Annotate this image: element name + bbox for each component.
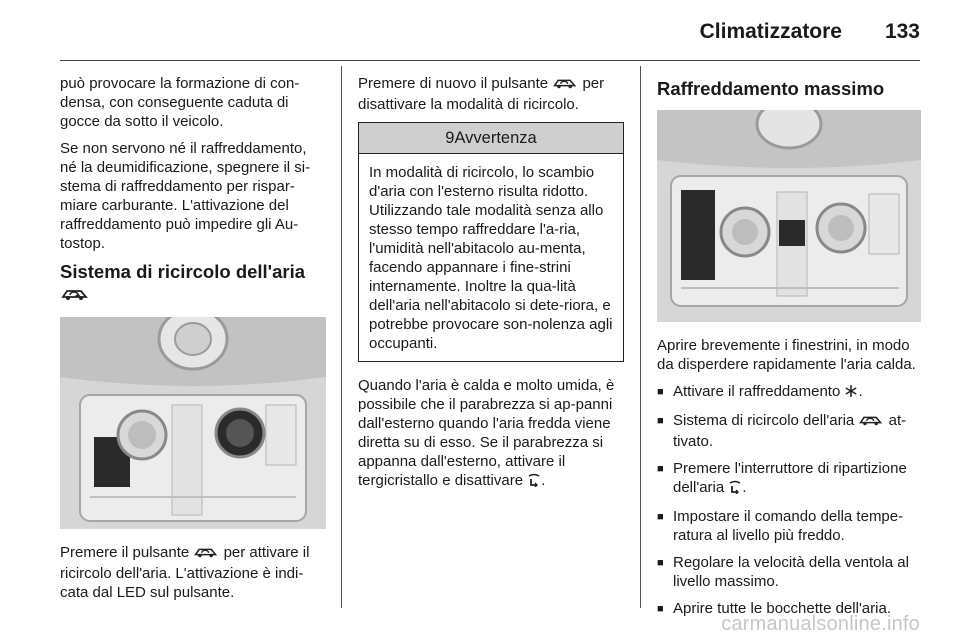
col2-paragraph-2: Quando l'aria è calda e molto umida, è possibile che il parabrezza si ap-panni dall'esterno quando l'aria fredda viene diretta su di esso. Se il parabrezza si appanna dall'esterno, attivare il tergicristallo e disattivare . (358, 376, 624, 492)
list-item: ■ Premere l'interruttore di ripartizione dell'aria . (657, 459, 921, 499)
column-divider-1 (341, 66, 342, 608)
car-recirculation-icon (552, 76, 578, 95)
max-cooling-steps (657, 382, 921, 618)
header-rule (60, 60, 920, 61)
col1-paragraph-2: Se non servono né il raffreddamento, né la deumidificazione, spegnere il si-stema di raffreddamento per rispar-miare carburante. L'attivazione del raffreddamento può impedire gli Au-tostop. (60, 140, 311, 252)
windscreen-airflow-icon (527, 473, 541, 492)
col1-caption: Premere il pulsante per attivare il ricircolo dell'aria. L'attivazione è indi-cata dal LED sul pulsante. (60, 544, 310, 601)
warning-text: In modalità di ricircolo, lo scambio d'aria con l'esterno risulta ridotto. Utilizzando tale modalità senza allo stesso tempo raffreddare l'a-ria, l'umidità nell'abitacolo au-menta, facendo appannare i fine-strini internamente. Inoltre la qua-lità dell'aria nell'abitacolo si dete-riora, e potrebbe provocare son-nolenza agli occupanti. (369, 164, 613, 352)
warning-header (359, 123, 623, 154)
column-3 (657, 74, 921, 626)
list-item: ■ Impostare il comando della tempe-ratura al livello più freddo. (657, 507, 921, 545)
column-divider-2 (640, 66, 641, 608)
climate-panel-photo-max-cooling (657, 110, 921, 322)
windscreen-airflow-icon (728, 480, 742, 499)
col3-paragraph-1: Aprire brevemente i finestrini, in modo da disperdere rapidamente l'aria calda. (657, 337, 916, 373)
page-header (60, 14, 920, 58)
page-title: Climatizzatore (699, 20, 842, 43)
list-item: ■ Sistema di ricircolo dell'aria at-tivato. (657, 411, 921, 451)
section-heading-recirculation: Sistema di ricircolo dell'aria (60, 261, 326, 307)
column-1 (60, 74, 326, 610)
car-recirculation-icon (858, 413, 884, 432)
page-number: 133 (884, 20, 920, 43)
list-item: ■ Regolare la velocità della ventola al livello massimo. (657, 553, 921, 591)
watermark: carmanualsonline.info (721, 613, 920, 635)
list-item: ■ Aprire tutte le bocchette dell'aria. (657, 599, 921, 618)
warning-box (358, 122, 624, 362)
col2-paragraph-1: Premere di nuovo il pulsante per disattivare la modalità di ricircolo. (358, 75, 605, 113)
col1-paragraph-1: può provocare la formazione di con-densa, con conseguente caduta di gocce da sotto il veicolo. (60, 75, 300, 130)
car-recirculation-icon (193, 545, 219, 564)
list-item: ■ Attivare il raffreddamento . (657, 382, 921, 403)
snowflake-icon (844, 384, 858, 403)
warning-symbol: 9 (445, 129, 455, 147)
car-recirculation-icon (60, 285, 90, 307)
column-2 (358, 74, 624, 500)
section-heading-max-cooling: Raffreddamento massimo (657, 78, 885, 99)
climate-panel-photo-recirculation (60, 317, 326, 529)
warning-title: Avvertenza (454, 129, 537, 147)
